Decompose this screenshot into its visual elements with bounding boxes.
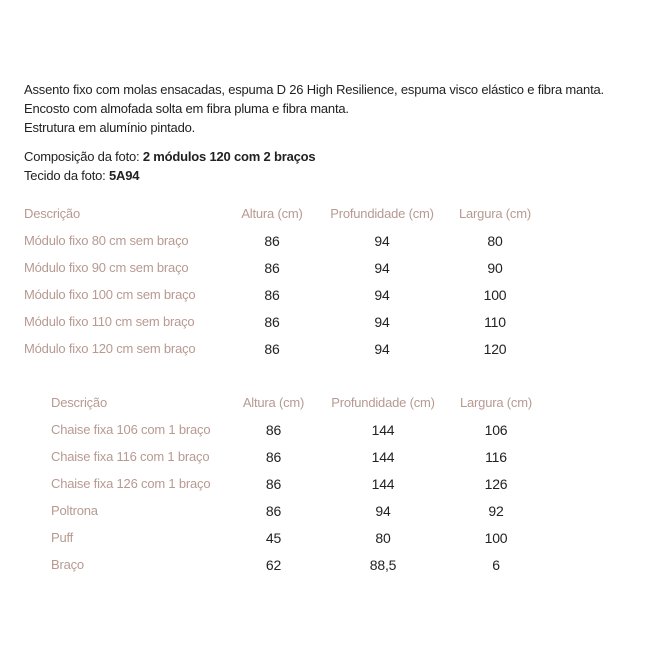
header-description: Descrição [51, 395, 107, 410]
row-height: 86 [264, 232, 280, 249]
table-row [24, 308, 546, 335]
row-width: 92 [488, 502, 504, 519]
row-width: 6 [492, 556, 500, 573]
description-line: Assento fixo com molas ensacadas, espuma D 26 High Resilience, espuma visco elástico e fibra manta. [24, 82, 604, 97]
table-row [51, 443, 547, 470]
fabric-line [24, 166, 315, 185]
row-depth: 144 [371, 475, 395, 492]
table-header-row [51, 389, 547, 416]
header-depth: Profundidade (cm) [330, 206, 434, 221]
row-depth: 144 [371, 448, 395, 465]
product-description [24, 80, 639, 137]
row-width: 90 [487, 259, 503, 276]
row-height: 86 [265, 475, 282, 492]
row-height: 86 [264, 340, 280, 357]
row-height: 86 [265, 448, 282, 465]
fabric-value: 5A94 [108, 168, 140, 183]
header-width: Largura (cm) [459, 395, 532, 410]
row-height: 86 [264, 259, 280, 276]
row-description: Chaise fixa 126 com 1 braço [51, 476, 211, 491]
table-header-row [24, 200, 546, 227]
table-row [51, 497, 547, 524]
row-depth: 94 [374, 313, 390, 330]
row-description: Puff [51, 530, 74, 545]
modules-dimensions-table [24, 200, 546, 362]
composition-label: Composição da foto: [24, 149, 143, 164]
row-depth: 88,5 [369, 556, 397, 573]
row-description: Chaise fixa 106 com 1 braço [51, 422, 211, 437]
header-height: Altura (cm) [241, 206, 303, 221]
row-depth: 94 [375, 502, 391, 519]
row-depth: 94 [374, 340, 390, 357]
row-width: 106 [484, 421, 508, 438]
composition-line [24, 147, 315, 166]
header-depth: Profundidade (cm) [331, 395, 435, 410]
row-description: Poltrona [51, 503, 98, 518]
table-row [51, 551, 547, 578]
row-description: Chaise fixa 116 com 1 braço [51, 449, 210, 464]
chaise-dimensions-table [51, 389, 547, 578]
row-width: 120 [483, 340, 507, 357]
row-height: 86 [265, 502, 282, 519]
header-width: Largura (cm) [458, 206, 531, 221]
row-depth: 144 [371, 421, 395, 438]
table-row [51, 416, 547, 443]
row-description: Módulo fixo 80 cm sem braço [24, 233, 189, 248]
row-height: 86 [264, 286, 280, 303]
row-description: Módulo fixo 90 cm sem braço [24, 260, 189, 275]
table-row [51, 524, 547, 551]
row-height: 86 [265, 421, 282, 438]
row-depth: 94 [374, 286, 390, 303]
row-width: 126 [484, 475, 508, 492]
row-depth: 94 [374, 259, 390, 276]
row-height: 86 [264, 313, 280, 330]
description-line: Estrutura em alumínio pintado. [24, 120, 196, 135]
table-row [24, 227, 546, 254]
description-line: Encosto com almofada solta em fibra pluma e fibra manta. [24, 101, 349, 116]
row-description: Braço [51, 557, 84, 572]
header-description: Descrição [24, 206, 80, 221]
row-width: 116 [485, 448, 507, 465]
table-row [24, 254, 546, 281]
header-height: Altura (cm) [242, 395, 305, 410]
row-depth: 80 [375, 529, 391, 546]
row-width: 100 [483, 286, 507, 303]
row-description: Módulo fixo 120 cm sem braço [24, 341, 196, 356]
table-row [24, 281, 546, 308]
row-width: 110 [484, 313, 506, 330]
row-height: 45 [265, 529, 282, 546]
photo-info [24, 147, 315, 185]
table-row [51, 470, 547, 497]
row-width: 100 [484, 529, 508, 546]
row-depth: 94 [374, 232, 390, 249]
row-description: Módulo fixo 100 cm sem braço [24, 287, 196, 302]
row-description: Módulo fixo 110 cm sem braço [24, 314, 195, 329]
row-width: 80 [487, 232, 503, 249]
composition-value: 2 módulos 120 com 2 braços [142, 149, 316, 164]
fabric-label: Tecido da foto: [24, 168, 109, 183]
table-row [24, 335, 546, 362]
row-height: 62 [265, 556, 282, 573]
